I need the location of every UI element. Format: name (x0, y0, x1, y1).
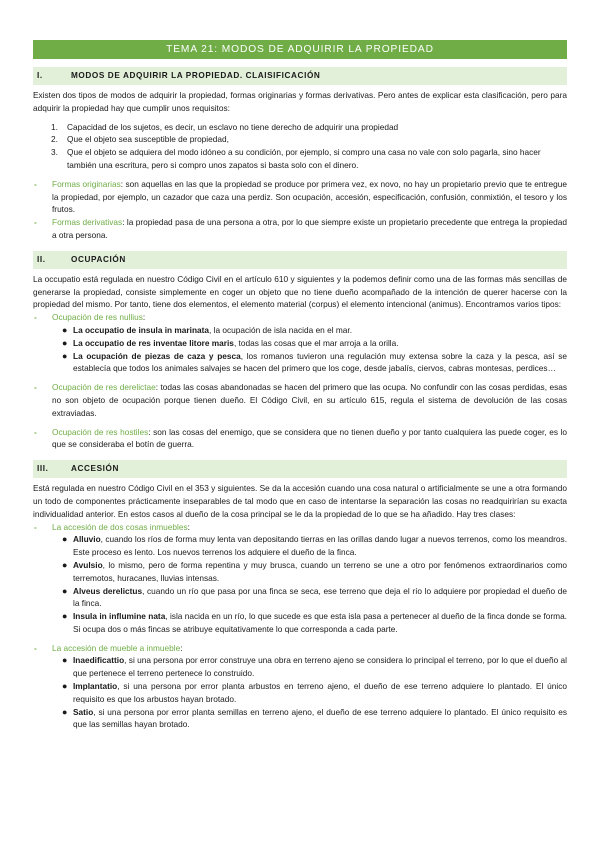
bullet-icon: ● (62, 337, 68, 348)
bullet-list (33, 324, 567, 375)
bullet-icon: ● (62, 350, 68, 361)
list-item: 3. Que el objeto se adquiera del modo idóneo a su condición, por ejemplo, si compro una casa no vale con solo pagarla, sino hacer también una escritura, pero si compro unos zapatos si basta solo con el dinero. (51, 147, 541, 170)
term-label: La accesión de mueble a inmueble (52, 642, 181, 653)
section-heading-3 (33, 460, 567, 478)
section-title: ACCESIÓN (71, 464, 120, 474)
requirements-list (33, 121, 567, 172)
term-label: Ocupación de res nullius (52, 312, 143, 323)
list-item: ● Avulsio, lo mismo, pero de forma repentina y muy brusca, cuando un terreno se une a otro por fenómenos extraordinarios como terremotos, huracanes, lluvias intensas. (62, 559, 567, 583)
bullet-list (33, 533, 567, 635)
dash-marker: - (34, 521, 37, 532)
list-item: ● Alveus derelictus, cuando un río que pasa por una finca se seca, ese terreno que deja el río lo adquiere por propiedad el dueño de la finca. (62, 585, 567, 609)
list-item: - La accesión de mueble a inmueble: (34, 642, 183, 653)
bullet-icon: ● (62, 655, 68, 666)
list-item: - Ocupación de res derelictae: todas las cosas abandonadas se hacen del primero que las ocupa. No confundir con las cosas perdidas, esas no son objeto de ocupación porque tienen dueño. El Código Civil, en su artículo 615, regula el sistema de devolución de las cosas extraviadas. (34, 382, 567, 418)
list-item: ● La ocupación de piezas de caza y pesca, los romanos tuvieron una regulación muy extensa sobre la caza y la pesca, así se establecía que todos los animales salvajes se hacen del primero que los coge, desde jabalís, ciervos, cabras montesas, perdices… (62, 350, 567, 374)
section-number: II. (37, 254, 46, 264)
list-item: - Formas originarias: son aquellas en las que la propiedad se produce por primera vez, ex novo, no hay un propietario previo que te entregue la propiedad, por ejemplo, un cazador que caza una perdiz. Son ocupación, accesión, especificación, confusión, conmixtión, el tesoro y los frutos. (34, 178, 567, 215)
term-label: Ocupación de res hostiles (52, 426, 149, 437)
section-heading-2 (33, 251, 567, 269)
dash-marker: - (34, 178, 37, 189)
list-item: ● La occupatio de insula in marinata, la ocupación de isla nacida en el mar. (62, 324, 352, 335)
list-item: ● Satio, si una persona por error planta semillas en terreno ajeno, el dueño de ese terreno adquiere lo plantado. El único requisito es que las semillas hayan brotado. (62, 706, 567, 730)
dash-marker: - (34, 382, 37, 393)
section-number: I. (37, 71, 43, 80)
document-page (33, 40, 567, 731)
list-item: 1. Capacidad de los sujetos, es decir, un esclavo no tiene derecho de adquirir una propiedad (51, 121, 399, 132)
bullet-icon: ● (62, 324, 68, 335)
dash-marker: - (34, 642, 37, 653)
term-label: Ocupación de res derelictae (52, 382, 156, 393)
list-item: ● Implantatio, si una persona por error planta arbustos en terreno ajeno, el dueño de ese terreno adquiere lo plantado. El único requisito es que los arbustos hayan brotado. (62, 681, 567, 704)
list-item: ● La occupatio de res inventae litore maris, todas las cosas que el mar arroja a la orilla. (62, 337, 399, 348)
list-item: 2. Que el objeto sea susceptible de propiedad, (51, 134, 229, 145)
term-label: La accesión de dos cosas inmuebles (52, 521, 188, 532)
list-item: - La accesión de dos cosas inmuebles: (34, 521, 190, 532)
paragraph: Existen dos tipos de modos de adquirir la propiedad, formas originarias y formas derivativas. Pero antes de explicar esta clasificación, pero para adquirir la propiedad hay que cumplir unos requisitos: (33, 90, 567, 113)
list-item: - Formas derivativas: la propiedad pasa de una persona a otra, por lo que siempre existe un propietario precedente que entrega la propiedad a otra persona. (34, 217, 567, 240)
page-title: TEMA 21: MODOS DE ADQUIRIR LA PROPIEDAD (33, 40, 567, 59)
dash-marker: - (34, 426, 37, 437)
bullet-icon: ● (62, 681, 68, 692)
bullet-icon: ● (62, 559, 68, 570)
list-item: ● Inaedificattio, si una persona por error construye una obra en terreno ajeno se considera lo principal el terreno, por lo que el dueño al que pertenece el terreno pertenece lo construido. (62, 655, 567, 679)
bullet-list (33, 654, 567, 731)
bullet-icon: ● (62, 706, 68, 717)
paragraph: La occupatio está regulada en nuestro Código Civil en el artículo 610 y siguientes y la podemos definir como una de las formas más sencillas de generarse la propiedad, consiste simplemente en coger un objeto que no tiene dueño acompañado de la intención de querer hacerse con la propiedad del mismo. Por tanto, tiene dos elementos, el elemento material (corpus) el elemento intencional (animus). Encontramos varios tipos: (33, 273, 567, 310)
list-item: ● Alluvio, cuando los ríos de forma muy lenta van depositando tierras en las orillas dando lugar a nuevos terrenos, como los meandros. Este proceso es lento. Los nuevos terrenos los adquiere el dueño de la finca. (62, 534, 567, 558)
list-item: ● Insula in influmine nata, isla nacida en un río, lo que sucede es que esta isla pasa a pertenecer al dueño de la finca donde se forma. Si ocupa dos o más fincas se atribuye equitativamente lo que corresponda a cada parte. (62, 611, 567, 634)
bullet-icon: ● (62, 611, 68, 622)
section-heading-1 (33, 67, 567, 85)
section-number: III. (37, 464, 49, 474)
paragraph: Está regulada en nuestro Código Civil en el 353 y siguientes. Se da la accesión cuando una cosa natural o artificialmente se une a otra formando un todo de componentes prácticamente inseparables de tal modo que en caso de intentarse la separación las cosas no readquirirían su exacta individualidad anterior. En estos casos al dueño de la cosa principal se le da la propiedad de lo que se ha añadido. Hay tres clases: (33, 483, 567, 519)
section-title: OCUPACIÓN (71, 254, 126, 264)
bullet-icon: ● (62, 585, 68, 596)
section-title: MODOS DE ADQUIRIR LA PROPIEDAD. CLAISIFICACIÓN (71, 71, 321, 80)
list-item: - Ocupación de res nullius: (34, 312, 146, 323)
bullet-icon: ● (62, 534, 68, 545)
dash-marker: - (34, 312, 37, 323)
list-item: - Ocupación de res hostiles: son las cosas del enemigo, que se considera que no tienen dueño y por tanto cualquiera las puede coger, es lo que se consideraba el botín de guerra. (34, 426, 567, 450)
term-label: Formas originarias (52, 178, 121, 189)
term-label: Formas derivativas (52, 217, 123, 228)
dash-marker: - (34, 217, 37, 228)
